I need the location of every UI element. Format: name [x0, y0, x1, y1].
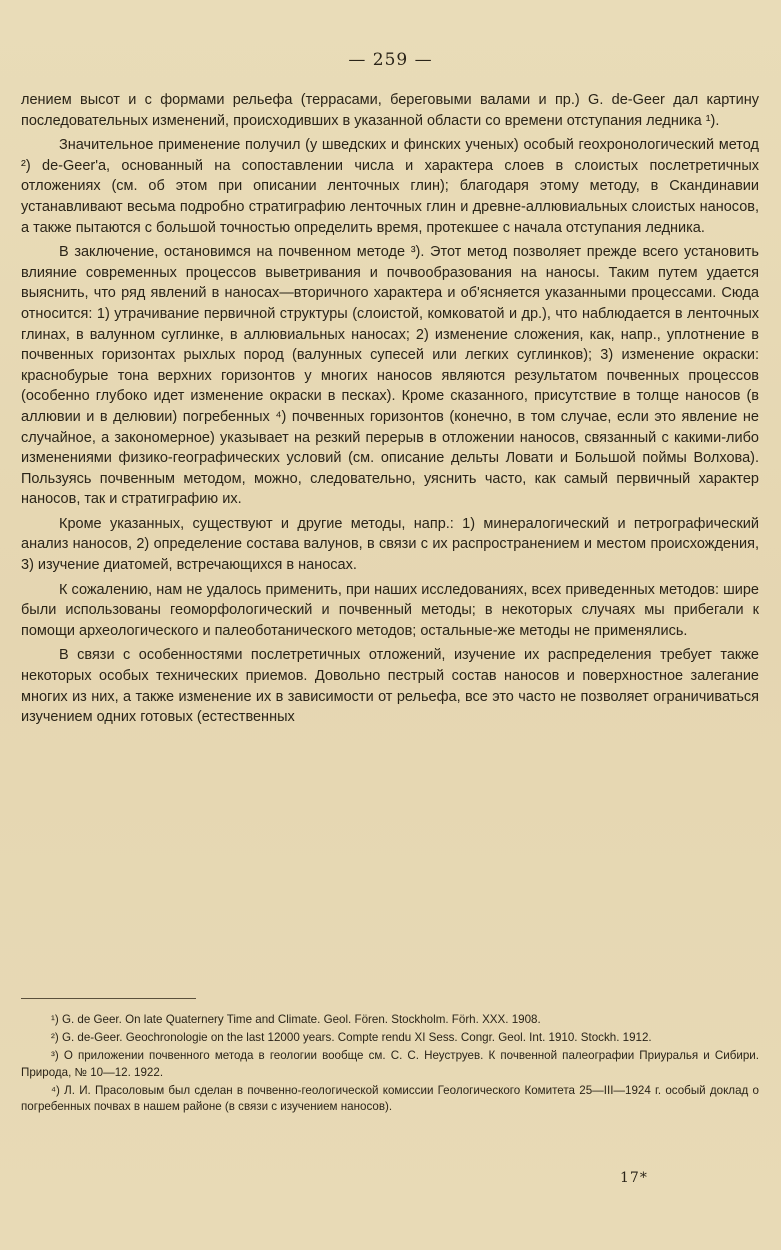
paragraph: К сожалению, нам не удалось применить, при наших исследованиях, всех приведенных методов: шире были использованы геоморфологический и почвенный методы; в некоторых случаях мы прибегали к помощи археологического и палеоботанического методов; остальные-же методы не применялись.	[21, 581, 759, 639]
footnote: ⁴) Л. И. Прасоловым был сделан в почвенно-геологической комиссии Геологического Комитета 25—III—1924 г. особый доклад о погребенных почвах в нашем районе (в связи с изучением наносов).	[21, 1083, 759, 1114]
signature-mark: 17*	[620, 1170, 648, 1186]
footnotes	[21, 1012, 759, 1117]
paragraph: В связи с особенностями послетретичных отложений, изучение их распределения требует также некоторых особых технических приемов. Довольно пестрый состав наносов и поверхностное залегание многих из них, а также изменение их в зависимости от рельефа, все это часто не позволяет ограничиваться изучением одних готовых (естественных	[21, 647, 759, 726]
paragraph: лением высот и с формами рельефа (террасами, береговыми валами и пр.) G. de-Geer дал картину последовательных изменений, происходивших в указанной области со времени отступания ледника ¹).	[21, 92, 759, 129]
footnote: ¹) G. de Geer. On late Quaternery Time and Climate. Geol. Fören. Stockholm. Förh. XXX. 1908.	[51, 1013, 541, 1026]
page-number: — 259 —	[348, 50, 433, 70]
paragraph: Кроме указанных, существуют и другие методы, напр.: 1) минералогический и петрографический анализ наносов, 2) определение состава валунов, в связи с их распространением и местом происхождения, 3) изучение диатомей, встречающихся в наносах.	[21, 515, 759, 574]
main-text	[21, 90, 759, 732]
footnote: ²) G. de-Geer. Geochronologie on the last 12000 years. Compte rendu XI Sess. Congr. Geol. Int. 1910. Stockh. 1912.	[51, 1031, 652, 1045]
paragraph: В заключение, остановимся на почвенном методе ³). Этот метод позволяет прежде всего установить влияние современных процессов выветривания и почвообразования на наносы. Таким путем удается выяснить, что ряд явлений в наносах—вторичного характера и об'ясняется указанными процессами. Сюда относится: 1) утрачивание первичной структуры (слоистой, комковатой и др.), что наблюдается в ленточных глинах, в валунном суглинке, в аллювиальных наносах; 2) изменение сложения, как, напр., уплотнение в почвенных горизонтах рыхлых пород (валунных супесей или легких суглинков); 3) изменение окраски: краснобурые тона верхних горизонтов у многих наносов являются результатом почвенных процессов (особенно глубоко идет изменение окраски в песках). Кроме сказанного, присутствие в толще наносов (в аллювии и в делювии) погребенных ⁴) почвенных горизонтов (конечно, в том случае, если это явление не случайное, а закономерное) указывает на резкий перерыв в отложении наносов, связанный с какими-либо изменениями физико-географических условий (см. описание дельты Ловати и Большой поймы Волхова). Пользуясь почвенным методом, можно, следовательно, уяснить часто, как самый первичный характер наносов, так и стратиграфию их.	[21, 244, 759, 508]
paragraph: Значительное применение получил (у шведских и финских ученых) особый геохронологический метод ²) de-Geer'a, основанный на сопоставлении числа и характера слоев в слоистых послетретичных отложениях (см. об этом при описании ленточных глин); благодаря этому методу, в Скандинавии устанавливают весьма подробно стратиграфию ленточных глин и древне-аллювиальных слоистых наносов, а также пытаются с большой точностью определить время, протекшее с начала отступания ледника.	[21, 137, 759, 236]
footnote: ³) О приложении почвенного метода в геологии вообще см. С. С. Неуструев. К почвенной палеографии Приуралья и Сибири. Природа, № 10—12. 1922.	[21, 1049, 759, 1079]
footnote-divider	[21, 998, 196, 999]
